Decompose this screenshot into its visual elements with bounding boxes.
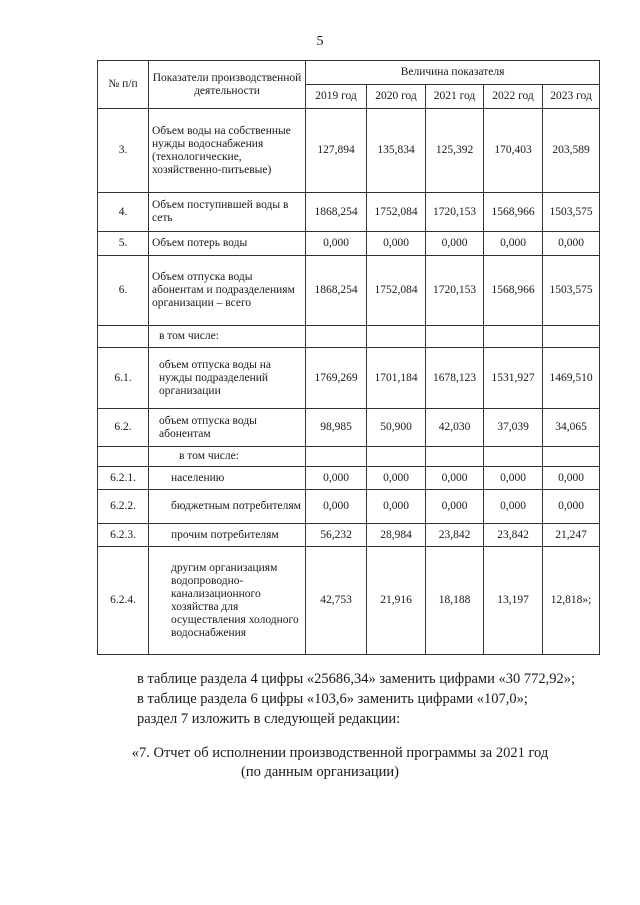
row-label: прочим потребителям (149, 524, 306, 547)
row-value: 37,039 (484, 409, 543, 447)
row-value: 28,984 (367, 524, 426, 547)
row-value (484, 447, 543, 467)
row-value: 1568,966 (484, 193, 543, 232)
row-label: Объем потерь воды (149, 232, 306, 256)
row-value: 0,000 (367, 467, 426, 490)
row-value: 1752,084 (367, 193, 426, 232)
row-value: 0,000 (426, 467, 484, 490)
paragraph: в таблице раздела 6 цифры «103,6» заменить цифрами «107,0»; (137, 691, 528, 707)
table-row (98, 193, 600, 232)
row-value: 56,232 (306, 524, 367, 547)
row-value: 135,834 (367, 109, 426, 193)
row-value: 0,000 (426, 490, 484, 524)
year-header: 2023 год (543, 85, 600, 109)
row-value: 1868,254 (306, 193, 367, 232)
row-number: 6.2.3. (98, 524, 149, 547)
row-value: 23,842 (426, 524, 484, 547)
table-row (98, 256, 600, 326)
amendment-paragraphs (137, 669, 607, 729)
row-value: 98,985 (306, 409, 367, 447)
row-value: 1752,084 (367, 256, 426, 326)
row-value (367, 326, 426, 348)
production-indicators-table (97, 60, 600, 655)
table-row (98, 109, 600, 193)
row-value: 0,000 (367, 232, 426, 256)
row-value (367, 447, 426, 467)
row-value: 23,842 (484, 524, 543, 547)
table-row (98, 348, 600, 409)
row-value: 21,916 (367, 547, 426, 655)
row-label: объем отпуска воды абонентам (149, 409, 306, 447)
row-label: Объем воды на собственные нужды водоснабжения (технологические, хозяйственно-питьевые) (149, 109, 306, 193)
year-header: 2022 год (484, 85, 543, 109)
year-header: 2021 год (426, 85, 484, 109)
year-header: 2020 год (367, 85, 426, 109)
row-value (543, 326, 600, 348)
row-value: 0,000 (543, 467, 600, 490)
row-number: 6.2.1. (98, 467, 149, 490)
year-header: 2019 год (306, 85, 367, 109)
table-row (98, 409, 600, 447)
row-value: 34,065 (543, 409, 600, 447)
row-value: 1531,927 (484, 348, 543, 409)
row-value (306, 326, 367, 348)
row-value: 0,000 (484, 490, 543, 524)
row-value (543, 447, 600, 467)
row-value: 42,753 (306, 547, 367, 655)
section-heading (0, 744, 640, 782)
row-value: 50,900 (367, 409, 426, 447)
row-value: 0,000 (306, 490, 367, 524)
row-value (426, 326, 484, 348)
row-number: 6.1. (98, 348, 149, 409)
row-label: в том числе: (149, 326, 306, 348)
row-value: 13,197 (484, 547, 543, 655)
row-value: 1568,966 (484, 256, 543, 326)
row-value: 1678,123 (426, 348, 484, 409)
row-value: 0,000 (306, 232, 367, 256)
column-header-indicators: Показатели производственной деятельности (149, 61, 306, 109)
row-number (98, 326, 149, 348)
table-row (98, 467, 600, 490)
row-value (484, 326, 543, 348)
row-value: 125,392 (426, 109, 484, 193)
row-number: 5. (98, 232, 149, 256)
row-value: 0,000 (543, 232, 600, 256)
paragraph: в таблице раздела 4 цифры «25686,34» заменить цифрами «30 772,92»; (137, 671, 575, 687)
row-value: 1720,153 (426, 193, 484, 232)
table-row (98, 326, 600, 348)
row-value: 1720,153 (426, 256, 484, 326)
row-value: 12,818»; (543, 547, 600, 655)
row-label: другим организациям водопроводно-канализационного хозяйства для осуществления холодного водоснабжения (149, 547, 306, 655)
row-value: 0,000 (306, 467, 367, 490)
row-number: 4. (98, 193, 149, 232)
row-value: 0,000 (484, 467, 543, 490)
table-row (98, 447, 600, 467)
row-value: 1503,575 (543, 193, 600, 232)
table-row (98, 232, 600, 256)
row-value: 1469,510 (543, 348, 600, 409)
table-row (98, 524, 600, 547)
row-value: 18,188 (426, 547, 484, 655)
row-value (426, 447, 484, 467)
row-value (306, 447, 367, 467)
row-label: в том числе: (149, 447, 306, 467)
row-label: населению (149, 467, 306, 490)
row-value: 1769,269 (306, 348, 367, 409)
row-value: 127,894 (306, 109, 367, 193)
table-row (98, 547, 600, 655)
paragraph: раздел 7 изложить в следующей редакции: (137, 711, 401, 727)
row-value: 1701,184 (367, 348, 426, 409)
row-number: 6.2. (98, 409, 149, 447)
row-value: 21,247 (543, 524, 600, 547)
column-header-value: Величина показателя (306, 61, 600, 85)
row-value: 0,000 (367, 490, 426, 524)
row-number (98, 447, 149, 467)
page-number: 5 (316, 34, 324, 49)
row-value: 1503,575 (543, 256, 600, 326)
row-value: 0,000 (484, 232, 543, 256)
table-row (98, 490, 600, 524)
row-value: 1868,254 (306, 256, 367, 326)
row-value: 203,589 (543, 109, 600, 193)
row-value: 42,030 (426, 409, 484, 447)
column-header-number: № п/п (98, 61, 149, 109)
row-value: 0,000 (426, 232, 484, 256)
row-number: 3. (98, 109, 149, 193)
section-heading-subtitle: (по данным организации) (240, 764, 399, 780)
row-value: 170,403 (484, 109, 543, 193)
row-number: 6. (98, 256, 149, 326)
row-label: бюджетным потребителям (149, 490, 306, 524)
row-number: 6.2.2. (98, 490, 149, 524)
row-number: 6.2.4. (98, 547, 149, 655)
row-label: Объем отпуска воды абонентам и подразделениям организации – всего (149, 256, 306, 326)
row-label: объем отпуска воды на нужды подразделений организации (149, 348, 306, 409)
row-value: 0,000 (543, 490, 600, 524)
row-label: Объем поступившей воды в сеть (149, 193, 306, 232)
section-heading-title: «7. Отчет об исполнении производственной программы за 2021 год (131, 745, 549, 761)
